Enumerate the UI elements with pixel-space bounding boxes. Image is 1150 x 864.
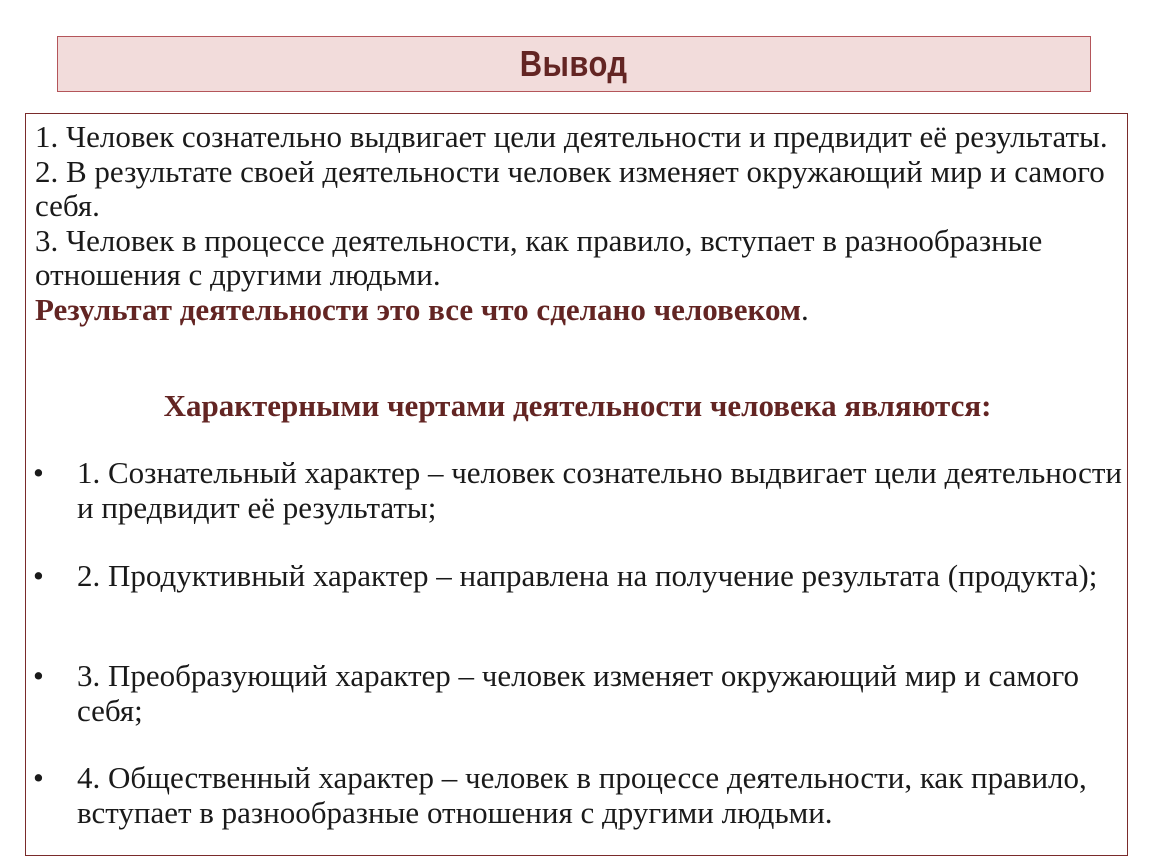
slide-title: Вывод xyxy=(520,43,628,84)
content-frame xyxy=(25,113,1128,856)
intro-point: 1. Человек сознательно выдвигает цели деятельности и предвидит её результаты. xyxy=(35,119,1108,154)
result-statement xyxy=(35,293,1120,328)
list-item-text: 3. Преобразующий характер – человек изменяет окружающий мир и самого себя; xyxy=(77,658,1079,728)
bullet-icon: • xyxy=(33,558,44,593)
list-item-text: 2. Продуктивный характер – направлена на получение результата (продукта); xyxy=(77,558,1098,593)
intro-block xyxy=(35,120,1120,327)
list-item-text: 4. Общественный характер – человек в процессе деятельности, как правило, вступает в разнообразные отношения с другими людьми. xyxy=(77,760,1087,830)
result-period: . xyxy=(800,291,809,327)
bullet-icon: • xyxy=(33,760,44,795)
intro-point: 2. В результате своей деятельности человек изменяет окружающий мир и самого себя. xyxy=(35,153,1105,223)
result-bold-text: Результат деятельности это все что сделано человеком xyxy=(35,291,801,327)
title-banner xyxy=(57,36,1091,92)
intro-point: 3. Человек в процессе деятельности, как правило, вступает в разнообразные отношения с другими людьми. xyxy=(35,222,1043,292)
features-heading: Характерными чертами деятельности человека являются: xyxy=(163,388,992,423)
bullet-icon: • xyxy=(33,658,44,693)
bullet-icon: • xyxy=(33,455,44,490)
list-item-text: 1. Сознательный характер – человек сознательно выдвигает цели деятельности и предвидит её результаты; xyxy=(77,455,1122,525)
